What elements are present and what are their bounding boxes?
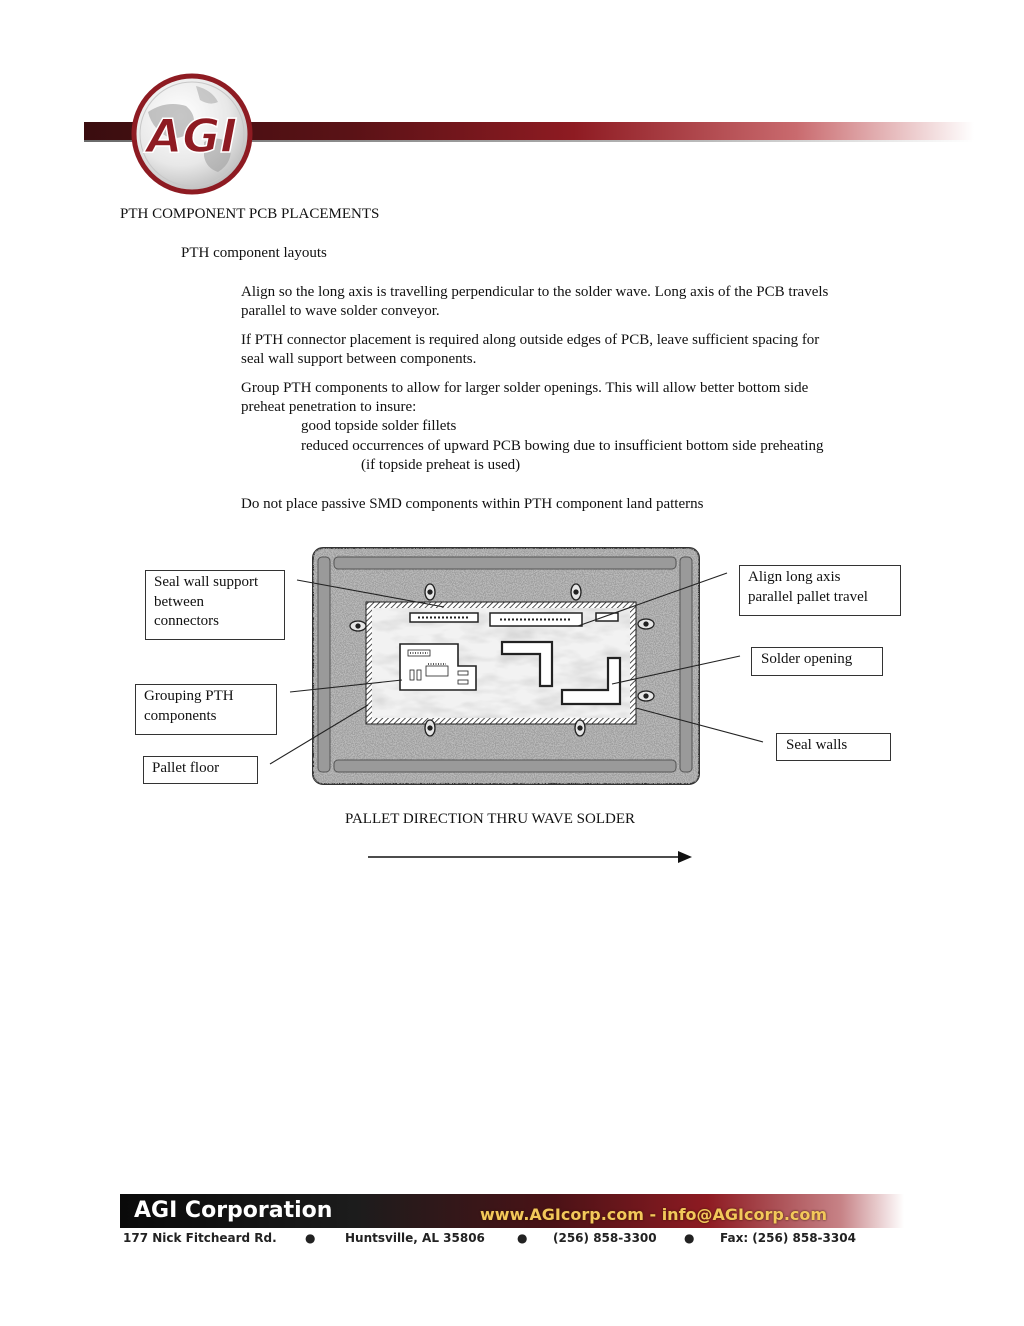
- callout-seal-wall-support: [145, 570, 285, 640]
- leader-seal-walls: [636, 708, 763, 742]
- direction-arrow-icon: [366, 848, 696, 866]
- paragraph-3-line-2: preheat penetration to insure:: [241, 399, 417, 415]
- leader-align-long-axis: [578, 573, 727, 626]
- paragraph-1-line-2: parallel to wave solder conveyor.: [241, 303, 440, 319]
- callout-grouping-pth: [135, 684, 277, 735]
- paragraph-2-line-1: If PTH connector placement is required along outside edges of PCB, leave sufficient spacing for: [241, 332, 820, 348]
- callout-pallet-floor: [143, 756, 258, 784]
- footer-address: 177 Nick Fitcheard Rd.: [123, 1231, 277, 1245]
- footer-company-name: AGI Corporation: [134, 1198, 333, 1223]
- callout-solder-opening: [751, 647, 883, 676]
- pallet-direction-label: PALLET DIRECTION THRU WAVE SOLDER: [345, 811, 636, 827]
- paragraph-3-line-1: Group PTH components to allow for larger solder openings. This will allow better bottom side: [241, 380, 809, 396]
- callout-line: Seal walls: [786, 737, 848, 753]
- callout-line: Align long axis: [748, 569, 841, 585]
- callout-line: connectors: [154, 613, 219, 629]
- bullet-preheat-note: (if topside preheat is used): [361, 457, 521, 473]
- callout-line: Solder opening: [761, 651, 853, 667]
- footer-web-contact: www.AGIcorp.com - info@AGIcorp.com: [480, 1205, 828, 1224]
- footer-separator: ●: [684, 1231, 695, 1245]
- callout-line: Grouping PTH: [144, 688, 234, 704]
- callout-line: parallel pallet travel: [748, 588, 868, 605]
- paragraph-1-line-1: Align so the long axis is travelling perpendicular to the solder wave. Long axis of the PCB travels: [241, 284, 829, 300]
- callout-line: Seal wall support: [154, 574, 259, 590]
- footer-city: Huntsville, AL 35806: [345, 1231, 485, 1245]
- callout-line: between: [154, 593, 204, 610]
- footer-separator: ●: [305, 1231, 316, 1245]
- paragraph-4: Do not place passive SMD components within PTH component land patterns: [241, 496, 704, 512]
- section-title: PTH COMPONENT PCB PLACEMENTS: [120, 206, 380, 222]
- logo-lettering: AGI: [146, 109, 238, 163]
- paragraph-2-line-2: seal wall support between components.: [241, 351, 477, 367]
- footer-separator: ●: [517, 1231, 528, 1245]
- callout-align-long-axis: [739, 565, 901, 616]
- footer-fax: Fax: (256) 858-3304: [720, 1231, 856, 1245]
- leader-solder-opening: [612, 656, 740, 684]
- callout-line: Pallet floor: [152, 760, 220, 776]
- footer-phone: (256) 858-3300: [553, 1231, 657, 1245]
- bullet-pcb-bowing: reduced occurrences of upward PCB bowing due to insufficient bottom side preheating: [301, 438, 824, 454]
- bullet-topside-fillets: good topside solder fillets: [301, 418, 457, 434]
- callout-seal-walls: [776, 733, 891, 761]
- leader-grouping-pth: [290, 680, 402, 692]
- leader-pallet-floor: [270, 705, 368, 764]
- callout-line: components: [144, 707, 217, 724]
- subsection-title: PTH component layouts: [181, 245, 327, 261]
- leader-seal-wall-support: [297, 580, 444, 607]
